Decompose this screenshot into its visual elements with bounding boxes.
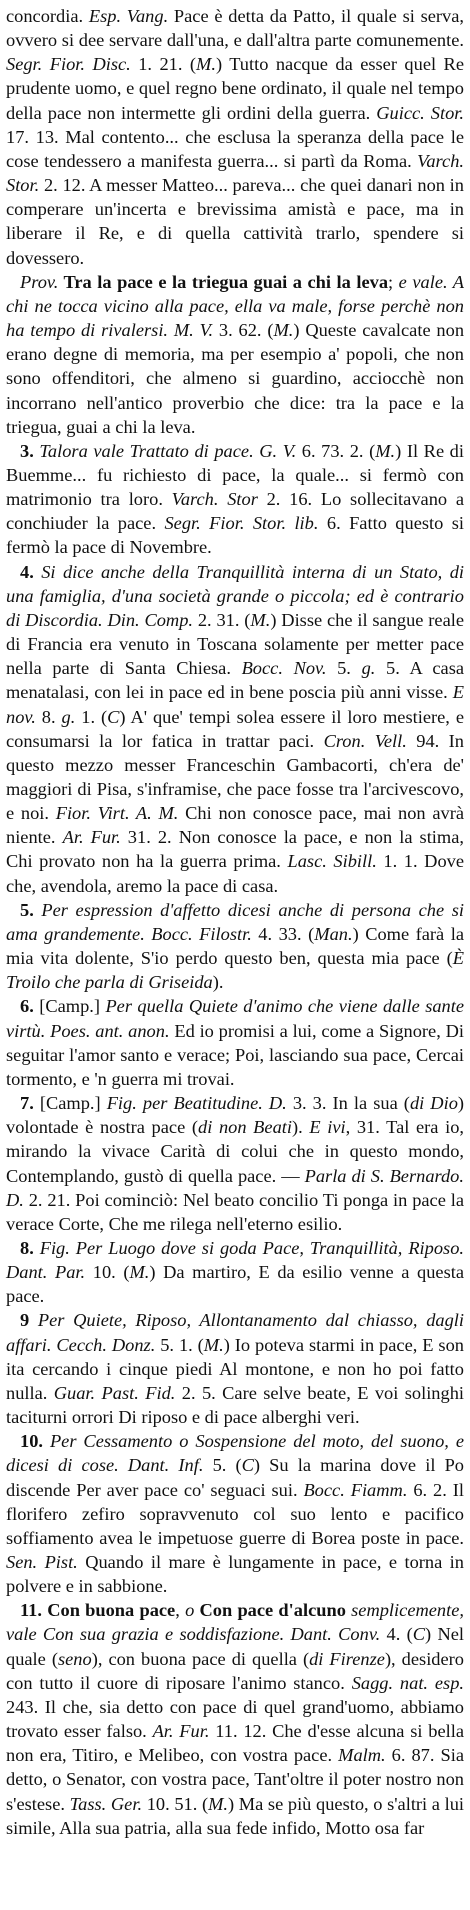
text-run: Sen. Pist.	[6, 1552, 78, 1572]
text-run: 10.	[20, 1431, 50, 1452]
text-run: Ar. Fur.	[62, 827, 121, 848]
text-run: ) Come farà la mia vita dolente, S'io perdo questo ben, questa mia pace (	[6, 923, 464, 969]
text-run: C	[241, 1455, 254, 1476]
text-run: 11. Con buona pace	[20, 1600, 176, 1621]
text-run: 4.	[20, 561, 42, 582]
text-run: Segr. Fior. Disc.	[6, 54, 131, 75]
text-run: ,	[175, 1600, 186, 1621]
text-run: ) Queste cavalcate non erano degne di memoria, ma per esempio a' popoli, che non sono offenditori, che almeno si guardino, acciocchè non incorrano nell'antico proverbio che dice: tra la pace e la triegua, guai a chi la leva.	[6, 320, 465, 437]
text-run: Prov.	[20, 271, 59, 292]
text-run: 94. In questo mezzo messer Franceschin Gambacorti, ch'era de' maggiori di Pisa, s'inframise, che pace fosse tra l'arcivescovo, e noi.	[6, 730, 464, 824]
text-run: 6. 2. Il florifero zefiro sopravvenuto col suo lento e pacifico soffiamento avea le impetuose guerre di Borea poste in pace.	[6, 1479, 464, 1548]
text-run: 1. 1. Dove che, avendola, aremo la pace di casa.	[6, 851, 465, 896]
text-run: Tass. Ger.	[69, 1793, 143, 1814]
text-run: ) Io poteva starmi in pace, E son ita cercando i cinque piedi Al montone, e non ho poi fatto nulla.	[6, 1334, 464, 1403]
text-run: Malm.	[338, 1745, 386, 1766]
text-run: 4. (	[380, 1624, 413, 1645]
entry-paragraph	[6, 1598, 464, 1840]
text-run: ) Il Re di Buemme... fu richiesto di pace, la quale... si fermò con matrimonio tra loro.	[6, 440, 464, 510]
text-run: 6.	[20, 996, 40, 1017]
text-run: di Dio	[409, 1093, 458, 1114]
text-run: ) Disse che il sangue reale di Francia era venuto in Toscana solamente per metter pace nella parte di Santa Chiesa.	[6, 609, 465, 679]
text-run: Pace è detta da Patto, il quale si serva, ovvero si dee servare dall'una, e dall'altra parte comunemente.	[6, 6, 464, 51]
text-run: Man.	[314, 923, 353, 944]
text-run: C	[412, 1624, 426, 1645]
text-run: semplicemente, vale Con sua grazia e soddisfazione. Dant. Conv.	[6, 1600, 464, 1645]
text-run: 1. (	[75, 706, 108, 727]
text-run: Bocc. Nov.	[241, 658, 327, 679]
text-run: di Firenze	[309, 1648, 385, 1669]
entry-paragraph	[6, 4, 464, 270]
entry-paragraph	[6, 1308, 464, 1429]
text-run: 5. A casa menatalasi, con lei in pace ed in bene poscia più anni visse.	[6, 658, 465, 703]
text-run: 2. 5. Care selve beate, E voi solinghi taciturni orrori Di riposo e di pace alberghi veri.	[6, 1382, 464, 1428]
text-run: Chi non conosce pace, mai non avrà niente.	[6, 803, 464, 848]
text-run: Bocc. Fiamm.	[303, 1479, 408, 1500]
entry-paragraph	[6, 1429, 464, 1598]
text-run: Guar. Past. Fid.	[53, 1382, 176, 1403]
text-run: Si dice anche della Tranquillità interna di un Stato, di una famiglia, d'una società grande o piccola; ed è contrario di Discordia. Din. Comp.	[6, 561, 465, 630]
text-run: Per quella Quiete d'animo che viene dalle sante virtù. Poes. ant. anon.	[6, 996, 465, 1041]
text-run: Ed io promisi a lui, come a Signore, Di seguitar l'amor santo e verace; Poi, lasciando sua pace, Cercai tormento, e 'n guerra mi trovai.	[6, 1020, 464, 1089]
text-run: 5.	[326, 658, 362, 679]
text-run: 2. 31. (	[193, 609, 251, 630]
text-run: ) Su la marina dove il Po discende Per aver pace co' seguaci sui.	[6, 1455, 465, 1500]
text-run: 4. 33. (	[251, 923, 315, 944]
text-run: e vale. A chi ne tocca vicino alla pace, ella va male, forse perchè non ha tempo di rivalersi. M. V.	[6, 271, 464, 341]
text-run: ).	[212, 972, 224, 993]
text-run: 5. (	[203, 1455, 242, 1476]
text-run: 2. 16. Lo sollecitavano a conchiuder la pace.	[6, 489, 464, 534]
text-run: ;	[388, 271, 399, 292]
text-run: 5.	[20, 899, 42, 920]
text-run: Ar. Fur.	[152, 1721, 210, 1742]
text-run: Lasc. Sibill.	[287, 851, 377, 872]
text-run: Guicc. Stor.	[376, 102, 464, 123]
entry-paragraph	[6, 898, 464, 995]
text-run: 243. Il che, sia detto con pace di quel grand'uomo, abbiamo trovato esser falso.	[6, 1696, 464, 1742]
text-run: 6. 73. 2. (	[296, 440, 376, 461]
text-run: , 31. Tal era io, mirando la vivace Carità di colui che in questo mondo, Contemplando, gustò di quella pace. —	[6, 1117, 465, 1186]
text-run: o	[185, 1600, 195, 1621]
text-run: ) Nel quale (	[6, 1624, 465, 1669]
text-run: ) A' que' tempi solea essere il loro mestiere, e consumarsi la lor fatica in trattar paci.	[6, 706, 464, 751]
text-run: Talora vale Trattato di pace. G. V.	[39, 440, 297, 461]
text-run: 8.	[35, 706, 62, 727]
text-run: Fior. Virt. A. M.	[55, 803, 179, 824]
text-run: Cron. Vell.	[323, 730, 407, 751]
text-run: È Troilo che parla di Griseida	[6, 948, 464, 993]
text-run: seno	[57, 1648, 92, 1669]
text-run: ), desidero con tutto il cuore di riposare l'animo stanco.	[6, 1648, 464, 1693]
entry-paragraph	[6, 994, 464, 1091]
text-run: M.	[250, 609, 271, 630]
text-run: concordia.	[6, 6, 89, 26]
text-run: 6. 87. Sia detto, o Senator, con vostra pace, Tant'oltre il poter nostro non s'estese.	[6, 1745, 465, 1814]
text-run: E ivi	[309, 1117, 346, 1138]
text-run: 5. 1. (	[155, 1334, 204, 1355]
text-run: 3.	[20, 440, 40, 461]
text-run: 11. 12. Che d'esse alcuna si bella non era, Titiro, e Melibeo, con vostra pace.	[6, 1721, 464, 1766]
text-run: 6. Fatto questo si fermò la pace di Novembre.	[6, 513, 464, 558]
entry-paragraph	[6, 439, 464, 560]
text-run: Varch. Stor.	[6, 150, 464, 196]
text-run: 17. 13. Mal contento... che esclusa la speranza della pace le cose tendessero a manifesta guerra... si partì da Roma.	[6, 126, 464, 171]
text-run: 10. 51. (	[142, 1793, 209, 1814]
text-run: M.	[208, 1793, 229, 1814]
entry-paragraph	[6, 1236, 464, 1308]
text-run: 8.	[20, 1237, 40, 1258]
text-run: 10. (	[85, 1262, 130, 1283]
text-run: Con pace d'alcuno	[194, 1600, 352, 1621]
text-run: ) Da martiro, E da esilio venne a questa pace.	[6, 1262, 465, 1307]
text-run: M.	[196, 54, 216, 75]
text-run: Tra la pace e la triegua guai a chi la leva	[58, 271, 389, 292]
text-run: ), con buona pace di quella (	[91, 1648, 310, 1669]
text-run: Varch. Stor	[171, 489, 258, 510]
text-run: [Camp.]	[39, 1093, 107, 1114]
text-run: ) volontade è nostra pace (	[6, 1093, 465, 1138]
text-run: 3. 3. In la sua (	[286, 1093, 410, 1114]
text-run: Per espression d'affetto dicesi anche di persona che si ama grandemente. Bocc. Filostr.	[6, 899, 465, 944]
text-run: 2. 12. A messer Matteo... pareva... che quei danari non in comperare un'incerta e brevissima amistà e pace, ma in liberare il Re, e di quella cattività trarlo, spendere si dovessero.	[6, 175, 464, 268]
text-run: g.	[361, 658, 376, 679]
text-run: g.	[61, 706, 76, 727]
dictionary-entry-pace	[6, 4, 464, 1840]
entry-paragraph	[6, 270, 464, 439]
text-run: Parla di S. Bernardo. D.	[6, 1165, 464, 1210]
text-run: 7.	[20, 1093, 40, 1114]
text-run: Quando il mare è lungamente in pace, e torna in polvere e in sabbione.	[6, 1552, 464, 1597]
text-run: Sagg. nat. esp.	[351, 1672, 464, 1693]
text-run: 3. 62. (	[213, 320, 274, 341]
text-run: M.	[203, 1334, 224, 1355]
text-run: 31. 2. Non conosce la pace, e non la stima, Chi provato non ha la guerra prima.	[6, 827, 464, 872]
text-run: 9	[20, 1310, 38, 1331]
text-run: Segr. Fior. Stor. lib.	[164, 513, 319, 534]
text-run: Fig. Per Luogo dove si goda Pace, Tranquillità, Riposo. Dant. Par.	[6, 1237, 465, 1283]
text-run: C	[107, 706, 120, 727]
text-run: Fig. per Beatitudine. D.	[106, 1093, 287, 1114]
text-run: di non Beati	[198, 1117, 292, 1138]
text-run: [Camp.]	[39, 996, 106, 1017]
text-run: M.	[129, 1262, 150, 1283]
text-run: ) Ma se più questo, o s'altri a lui simile, Alla sua patria, alla sua fede infido, Motto osa far	[6, 1793, 465, 1838]
text-run: Esp. Vang.	[88, 6, 169, 26]
text-run: Per Cessamento o Sospensione del moto, del suono, e dicesi di cose. Dant. Inf.	[6, 1431, 464, 1476]
text-run: ).	[291, 1117, 310, 1138]
entry-paragraph	[6, 1091, 464, 1236]
text-run: 2. 21. Poi cominciò: Nel beato concilio Ti ponga in pace la verace Corte, Che me rilega nell'eterno esilio.	[6, 1189, 464, 1234]
text-run: E nov.	[6, 682, 464, 727]
text-run: Per Quiete, Riposo, Allontanamento dal chiasso, dagli affari. Cecch. Donz.	[6, 1310, 464, 1355]
text-run: M.	[273, 320, 294, 341]
text-run: M.	[375, 440, 396, 461]
text-run: 1. 21. (	[130, 54, 197, 75]
text-run: ) Tutto nacque da esser quel Re prudente uomo, e quel regno bene ordinato, il quale nel tempo della pace non intermette gli ordini della guerra.	[6, 54, 464, 123]
entry-paragraph	[6, 560, 464, 898]
